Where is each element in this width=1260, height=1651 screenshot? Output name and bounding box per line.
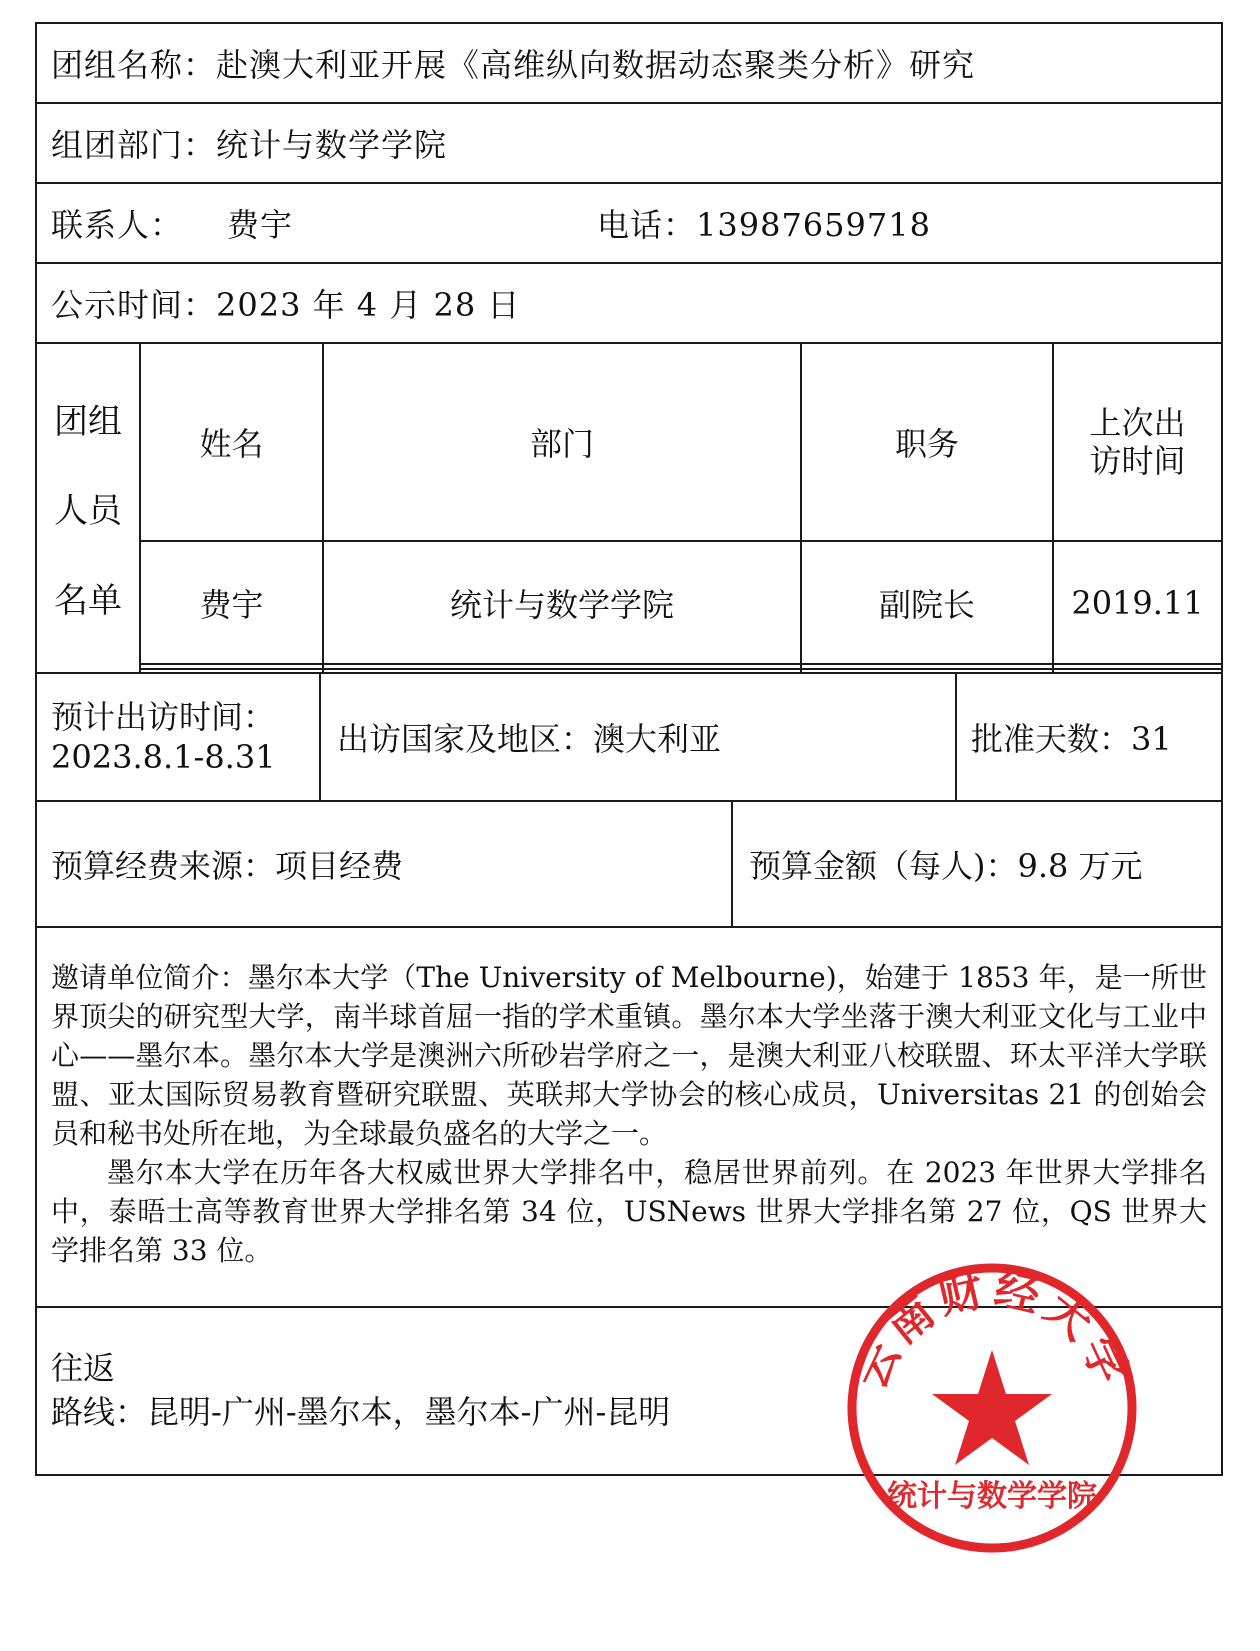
contact-name: 费宇	[227, 206, 294, 244]
publicity-time: 公示时间：2023 年 4 月 28 日	[51, 286, 521, 324]
cell-department	[323, 669, 801, 672]
col-last-visit-line1: 上次出	[1089, 404, 1186, 443]
intro-paragraph-2: 墨尔本大学在历年各大权威世界大学排名中，稳居世界前列。在 2023 年世界大学排名中，泰晤士高等教育世界大学排名第 34 位，USNews 世界大学排名第 27 位，QS 世界大学排名第 33 位。	[51, 1156, 1207, 1267]
contact-label: 联系人：	[51, 206, 184, 244]
col-last-visit-line2: 访时间	[1089, 442, 1186, 481]
side-label-3: 名单	[54, 580, 122, 621]
budget-row	[37, 802, 1221, 928]
inviting-unit-intro	[37, 928, 1221, 1308]
visit-time	[37, 674, 321, 800]
publicity-row	[37, 264, 1221, 344]
col-name: 姓名	[141, 344, 323, 541]
visit-country: 出访国家及地区：澳大利亚	[321, 674, 957, 800]
department-row	[37, 104, 1221, 184]
col-position: 职务	[801, 344, 1053, 541]
budget-amount: 预算金额（每人)：9.8 万元	[749, 847, 1143, 885]
seal-bottom-text: 统计与数学学院	[887, 1479, 1097, 1514]
cell-position	[801, 669, 1053, 672]
side-label-2: 人员	[54, 491, 122, 532]
route-value: 路线：昆明-广州-墨尔本，墨尔本-广州-昆明	[51, 1393, 671, 1431]
approved-days: 批准天数：31	[971, 720, 1172, 758]
cell-name	[141, 669, 323, 672]
col-last-visit	[1053, 344, 1221, 541]
group-name: 团组名称：赴澳大利亚开展《高维纵向数据动态聚类分析》研究	[51, 46, 976, 84]
table-row	[141, 541, 1221, 664]
members-table	[141, 344, 1221, 672]
table-row	[141, 669, 1221, 672]
route-label: 往返	[51, 1349, 116, 1387]
visit-time-label: 预计出访时间：	[51, 698, 276, 736]
cell-last-visit	[1053, 669, 1221, 672]
budget-source: 预算经费来源：项目经费	[37, 802, 733, 926]
col-department: 部门	[323, 344, 801, 541]
seal-arc-text: 云南财经大学	[845, 1263, 1139, 1397]
members-side-label	[37, 344, 141, 672]
table-header	[141, 344, 1221, 541]
side-label-1: 团组	[54, 402, 122, 443]
cell-department: 统计与数学学院	[323, 541, 801, 664]
members-section	[37, 344, 1221, 674]
visit-time-value: 2023.8.1-8.31	[51, 738, 276, 776]
seal-star-icon	[932, 1350, 1052, 1465]
contact-row	[37, 184, 1221, 264]
phone: 电话：13987659718	[597, 206, 931, 244]
department: 组团部门：统计与数学学院	[51, 126, 448, 164]
official-seal	[842, 1258, 1142, 1558]
group-name-row	[37, 24, 1221, 104]
cell-name: 费宇	[141, 541, 323, 664]
intro-paragraph-1: 邀请单位简介：墨尔本大学（The University of Melbourne)，始建于 1853 年，是一所世界顶尖的研究型大学，南半球首屈一指的学术重镇。墨尔本大学坐落于澳大利亚文化与工业中心——墨尔本。墨尔本大学是澳洲六所砂岩学府之一，是澳大利亚八校联盟、环太平洋大学联盟、亚太国际贸易教育暨研究联盟、英联邦大学协会的核心成员，Universitas 21 的创始会员和秘书处所在地，为全球最负盛名的大学之一。	[51, 961, 1207, 1150]
visit-row	[37, 674, 1221, 802]
cell-last-visit: 2019.11	[1053, 541, 1221, 664]
cell-position: 副院长	[801, 541, 1053, 664]
